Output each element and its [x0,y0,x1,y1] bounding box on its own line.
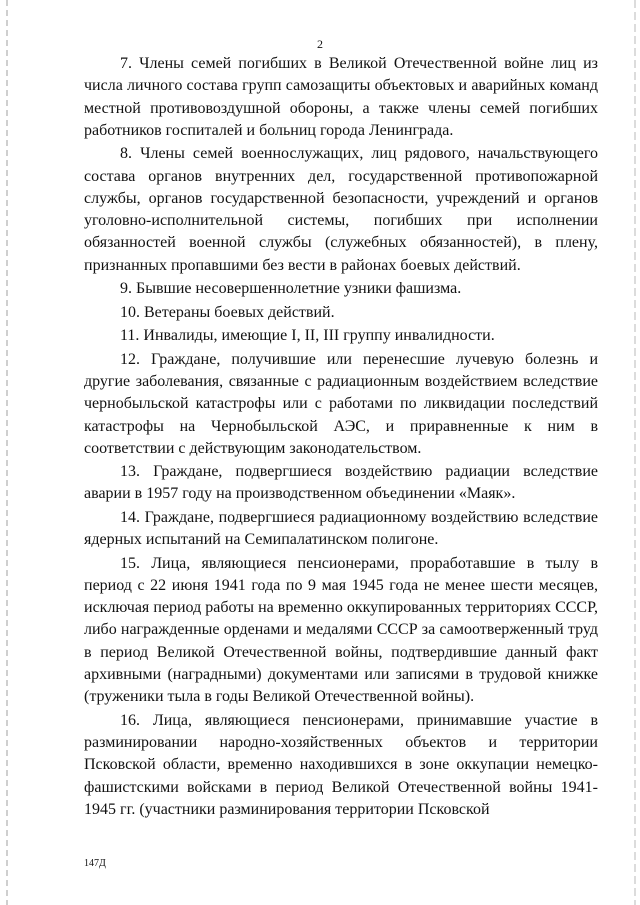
scan-edge-right [634,0,636,905]
list-item-8: 8. Члены семей военнослужащих, лиц рядового, начальствующего состава органов внутренних дел, государственной противопожарной службы, органов государственной безопасности, учреждений и органов уголовно-исполнительной системы, погибших при исполнении обязанностей военной службы (служебных обязанностей), в плену, признанных пропавшими без вести в районах боевых действий. [84,145,598,274]
list-item-16: 16. Лица, являющиеся пенсионерами, принимавшие участие в разминировании народно-хозяйственных объектов и территории Псковской области, временно находившихся в зоне оккупации немецко-фашистскими войсками в период Великой Отечественной войны 1941-1945 гг. (участники разминирования территории Псковской [84,711,598,818]
list-item-10: 10. Ветераны боевых действий. [120,303,335,321]
list-item-7: 7. Члены семей погибших в Великой Отечественной войне лиц из числа личного состава групп самозащиты объектовых и аварийных команд местной противовоздушной обороны, а также члены семей погибших работников госпиталей и больниц города Ленинграда. [84,55,598,139]
footer-code: 147Д [84,858,106,869]
list-item-11: 11. Инвалиды, имеющие I, II, III группу инвалидности. [120,327,495,345]
list-item-12: 12. Граждане, получившие или перенесшие лучевую болезнь и другие заболевания, связанные с радиационным воздействием вследствие чернобыльской катастрофы или с работами по ликвидации последствий катастрофы на Чернобыльской АЭС, и приравненные к ним в соответствии с действующим законодательством. [84,350,598,457]
page-number: 2 [317,37,323,51]
list-item-13: 13. Граждане, подвергшиеся воздействию радиации вследствие аварии в 1957 году на производственном объединении «Маяк». [84,463,598,503]
list-item-14: 14. Граждане, подвергшиеся радиационному воздействию вследствие ядерных испытаний на Семипалатинском полигоне. [84,508,598,549]
scan-edge-left [6,0,8,905]
list-item-9: 9. Бывшие несовершеннолетние узники фашизма. [120,280,462,298]
list-item-15: 15. Лица, являющиеся пенсионерами, проработавшие в тылу в период с 22 июня 1941 года по 9 мая 1945 года не менее шести месяцев, исключая период работы на временно оккупированных территориях СССР, либо награжденные орденами и медалями СССР за самоотверженный труд в период Великой Отечественной войны, подтвердившие данный факт архивными (наградными) документами или записями в трудовой книжке (труженики тыла в годы Великой Отечественной войны). [84,554,598,706]
document-body [84,53,598,822]
